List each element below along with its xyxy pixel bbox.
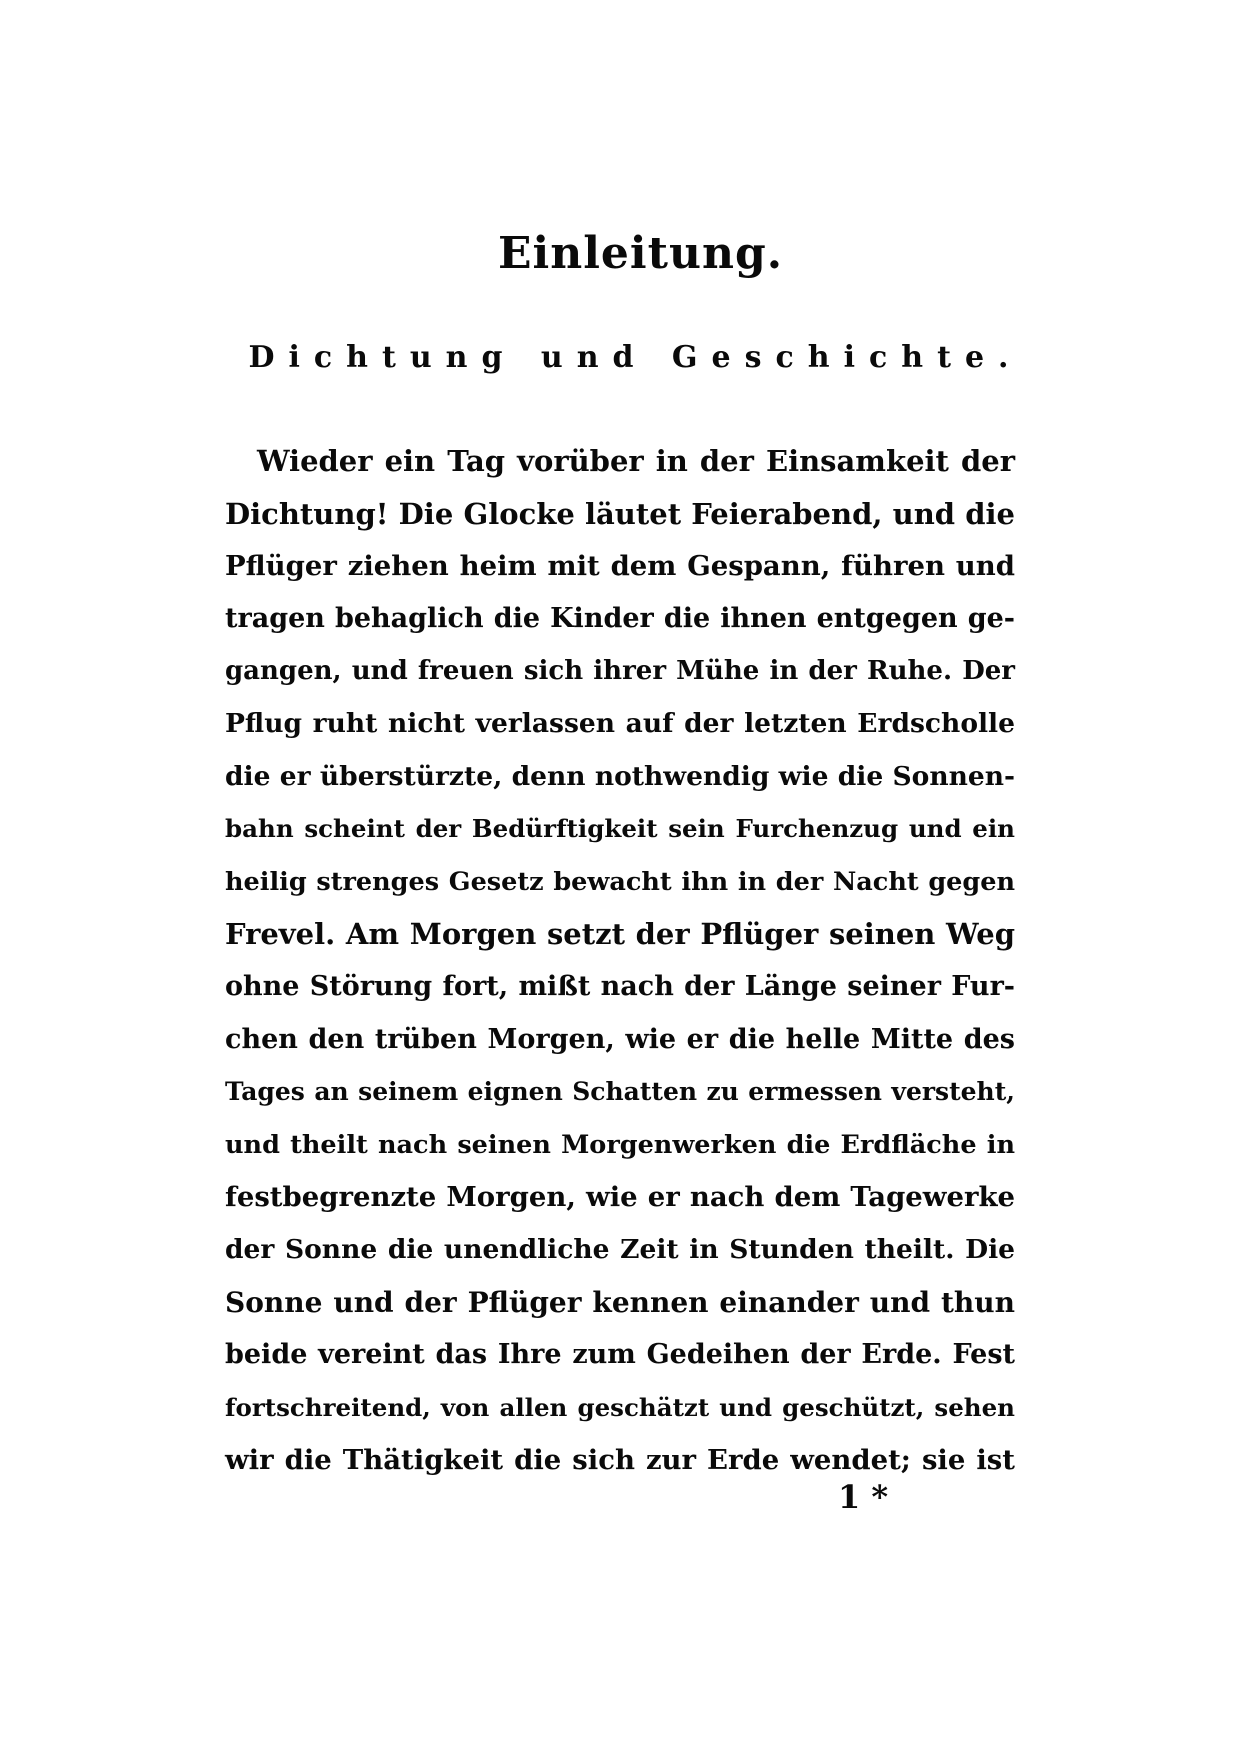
text-line: gangen, und freuen sich ihrer Mühe in der Ruhe. Der <box>225 656 1015 687</box>
chapter-subtitle: Dichtung und Geschichte. <box>248 340 1023 375</box>
page-number: 1 * <box>838 1478 889 1516</box>
text-line: festbegrenzte Morgen, wie er nach dem Tagewerke <box>225 1181 1015 1214</box>
text-line: ohne Störung fort, mißt nach der Länge seiner Fur- <box>225 970 1015 1002</box>
text-line: heilig strenges Gesetz bewacht ihn in der Nacht gegen <box>225 866 1015 897</box>
text-line: Wieder ein Tag vorüber in der Einsamkeit der <box>257 444 1015 478</box>
text-line: Tages an seinem eignen Schatten zu ermessen versteht, <box>225 1077 1015 1107</box>
text-line: und theilt nach seinen Morgenwerken die Erdfläche in <box>225 1129 1015 1160</box>
text-line: bahn scheint der Bedürftigkeit sein Furchenzug und ein <box>225 814 1015 844</box>
text-line: tragen behaglich die Kinder die ihnen entgegen ge- <box>225 602 1015 634</box>
text-line: Pflüger ziehen heim mit dem Gespann, führen und <box>225 550 1015 583</box>
text-line: die er überstürzte, denn nothwendig wie die Sonnen- <box>225 760 1015 792</box>
text-line: Sonne und der Pflüger kennen einander und thun <box>225 1285 1015 1319</box>
text-line: chen den trüben Morgen, wie er die helle Mitte des <box>225 1023 1015 1055</box>
text-line: wir die Thätigkeit die sich zur Erde wendet; sie ist <box>225 1444 1015 1477</box>
text-line: der Sonne die unendliche Zeit in Stunden theilt. Die <box>225 1233 1015 1265</box>
text-line: Dichtung! Die Glocke läutet Feierabend, und die <box>225 496 1015 531</box>
chapter-title: Einleitung. <box>497 228 784 279</box>
text-line: beide vereint das Ihre zum Gedeihen der Erde. Fest <box>225 1339 1015 1371</box>
text-line: fortschreitend, von allen geschätzt und geschützt, sehen <box>225 1392 1015 1422</box>
body-text <box>225 435 1015 1487</box>
text-line: Frevel. Am Morgen setzt der Pflüger seinen Weg <box>225 917 1015 952</box>
text-line: Pflug ruht nicht verlassen auf der letzten Erdscholle <box>225 707 1015 739</box>
